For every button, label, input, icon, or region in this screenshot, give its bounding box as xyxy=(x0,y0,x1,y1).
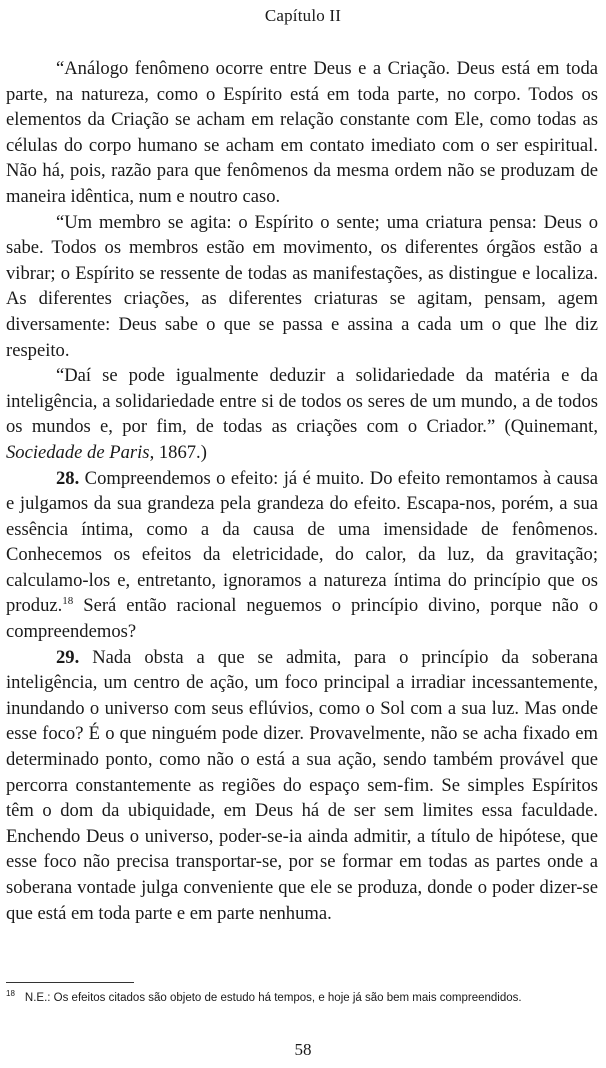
paragraph-text: “Daí se pode igualmente deduzir a solidariedade da matéria e da inteligência, a solidariedade entre si de todos os seres de um mundo, a de todos os mundos e, por fim, de todas as criações com o Criador.” (Quinemant, xyxy=(6,365,598,438)
footnote xyxy=(6,987,602,1005)
footnote-divider xyxy=(6,982,134,983)
paragraph-1 xyxy=(6,56,598,210)
paragraph-text: “Análogo fenômeno ocorre entre Deus e a Criação. Deus está em toda parte, na natureza, como o Espírito está em toda parte, no corpo. Todos os elementos da Criação se acham em relação constante com Ele, como todas as células do corpo humano se acham em contato imediato com o ser espiritual. Não há, pois, razão para que fenômenos da mesma ordem não se produzam de maneira idêntica, num e noutro caso. xyxy=(6,58,598,207)
paragraph-text: “Um membro se agita: o Espírito o sente; uma criatura pensa: Deus o sabe. Todos os membros estão em movimento, os diferentes órgãos estão a vibrar; o Espírito se ressente de todas as manifestações, as distingue e localiza. As diferentes criações, as diferentes criaturas se agitam, pensam, agem diversamente: Deus sabe o que se passa e assina a cada um o que lhe diz respeito. xyxy=(6,211,598,361)
paragraph-2 xyxy=(6,210,598,364)
paragraph-29 xyxy=(6,645,598,927)
body-text xyxy=(6,56,598,926)
paragraph-text-continued: Será então racional neguemos o princípio divino, porque não o compreendemos? xyxy=(6,595,598,643)
paragraph-28 xyxy=(6,466,598,645)
chapter-header: Capítulo II xyxy=(264,6,342,25)
footnote-reference: 18 xyxy=(62,595,74,608)
paragraph-3 xyxy=(6,363,598,465)
paragraph-text: Nada obsta a que se admita, para o princípio da soberana inteligência, um centro de ação, um foco principal a irradiar incessantemente, inundando o universo com seus eflúvios, como o Sol com a sua luz. Mas onde esse foco? É o que ninguém pode dizer. Provavelmente, não se acha fixado em determinado ponto, como não o está a sua ação, sendo também provável que percorra constantemente as regiões do espaço sem-fim. Se simples Espíritos têm o dom da ubiquidade, em Deus há de ser sem limites essa faculdade. Enchendo Deus o universo, poder-se-ia ainda admitir, a título de hipótese, que esse foco não precisa transportar-se, por se formar em todas as partes onde a soberana vontade julga conveniente que ele se produza, donde o poder dizer-se que está em toda parte e em parte nenhuma. xyxy=(6,646,598,924)
citation-title: Sociedade de Paris xyxy=(6,441,150,463)
page-number: 58 xyxy=(294,1040,312,1059)
paragraph-number: 29. xyxy=(56,646,80,668)
footnote-text: N.E.: Os efeitos citados são objeto de estudo há tempos, e hoje já são bem mais compreendidos. xyxy=(24,991,522,1004)
paragraph-number: 28. xyxy=(56,467,80,489)
citation-end: , 1867.) xyxy=(149,441,207,463)
footnote-mark: 18 xyxy=(6,989,15,998)
paragraph-text: Compreendemos o efeito: já é muito. Do efeito remontamos à causa e julgamos da sua grandeza pela grandeza do efeito. Escapa-nos, porém, a sua essência íntima, como a da causa de uma imensidade de fenômenos. Conhecemos os efeitos da eletricidade, do calor, da luz, da gravitação; calculamo-los e, entretanto, ignoramos a natureza íntima do princípio que os produz. xyxy=(6,467,598,617)
